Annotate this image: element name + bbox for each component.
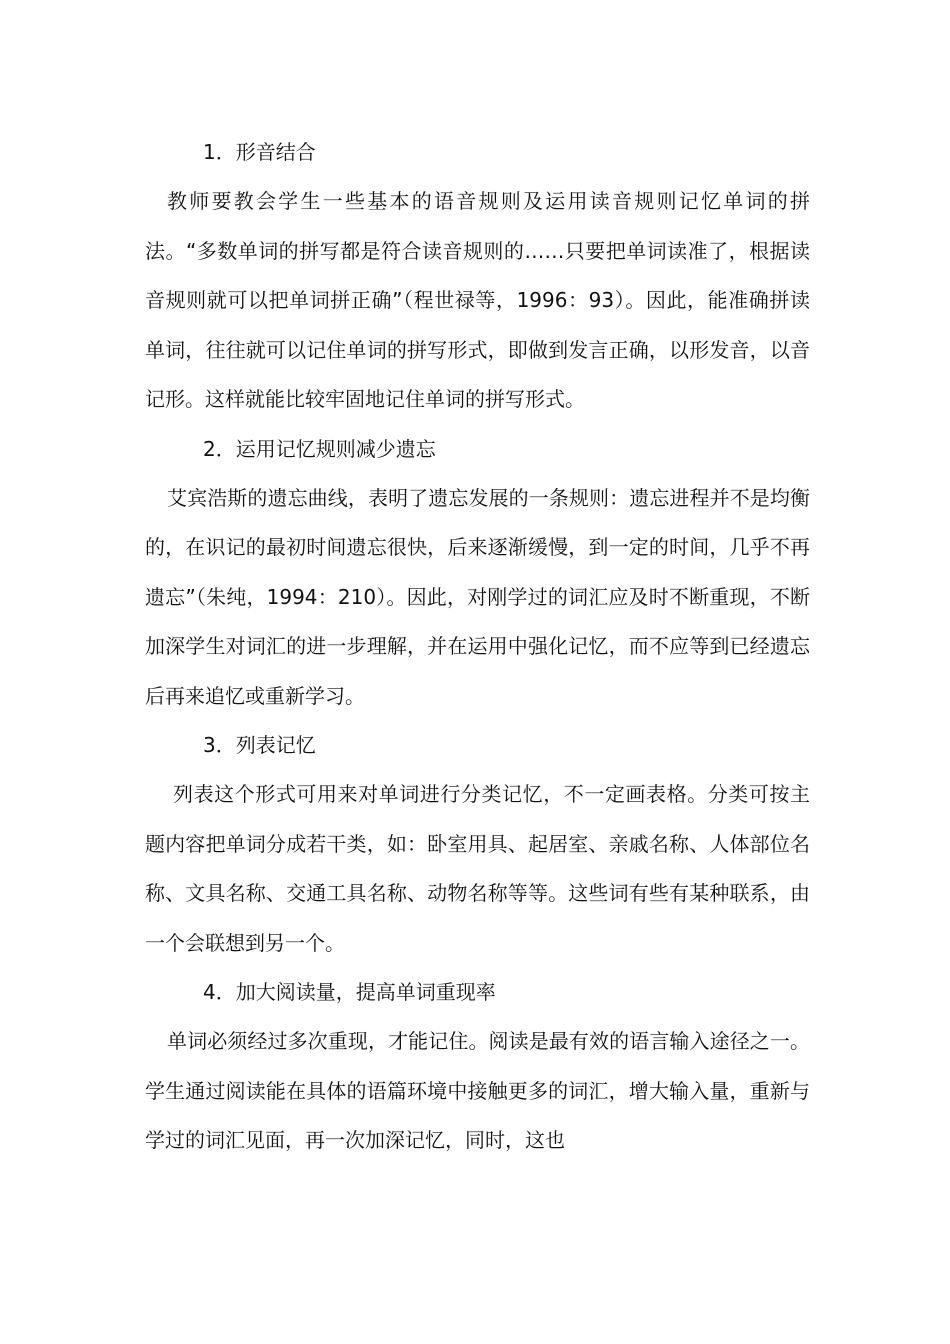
section-heading-1: 1．形音结合 (203, 140, 316, 164)
section-heading-2: 2．运用记忆规则减少遗忘 (203, 436, 436, 461)
section-heading-4: 4．加大阅读量，提高单词重现率 (203, 980, 496, 1004)
section-paragraph-1: 教师要教会学生一些基本的语音规则及运用读音规则记忆单词的拼法。“多数单词的拼写都是符合读音规则的……只要把单词读准了，根据读音规则就可以把单词拼正确”（程世禄等，1996：93）。因此，能准确拼读单词，往往就可以记住单词的拼写形式，即做到发言正确，以形发音，以音记形。这样就能比较牢固地记住单词的拼写形式。 (145, 189, 810, 411)
document-body (145, 128, 810, 1166)
section-heading-3: 3．列表记忆 (203, 733, 316, 757)
section-paragraph-2: 艾宾浩斯的遗忘曲线，表明了遗忘发展的一条规则：遗忘进程并不是均衡的，在识记的最初时间遗忘很快，后来逐渐缓慢，到一定的时间，几乎不再遗忘”（朱纯，1994：210）。因此，对刚学过的词汇应及时不断重现，不断加深学生对词汇的进一步理解，并在运用中强化记忆，而不应等到已经遗忘后再来追忆或重新学习。 (145, 485, 810, 708)
section-paragraph-3: 列表这个形式可用来对单词进行分类记忆，不一定画表格。分类可按主题内容把单词分成若干类，如：卧室用具、起居室、亲戚名称、人体部位名称、文具名称、交通工具名称、动物名称等等。这些词有些有某种联系，由一个会联想到另一个。 (145, 782, 810, 955)
section-paragraph-4: 单词必须经过多次重现，才能记住。阅读是最有效的语言输入途径之一。学生通过阅读能在具体的语篇环境中接触更多的词汇，增大输入量，重新与学过的词汇见面，再一次加深记忆，同时，这也 (145, 1029, 810, 1152)
